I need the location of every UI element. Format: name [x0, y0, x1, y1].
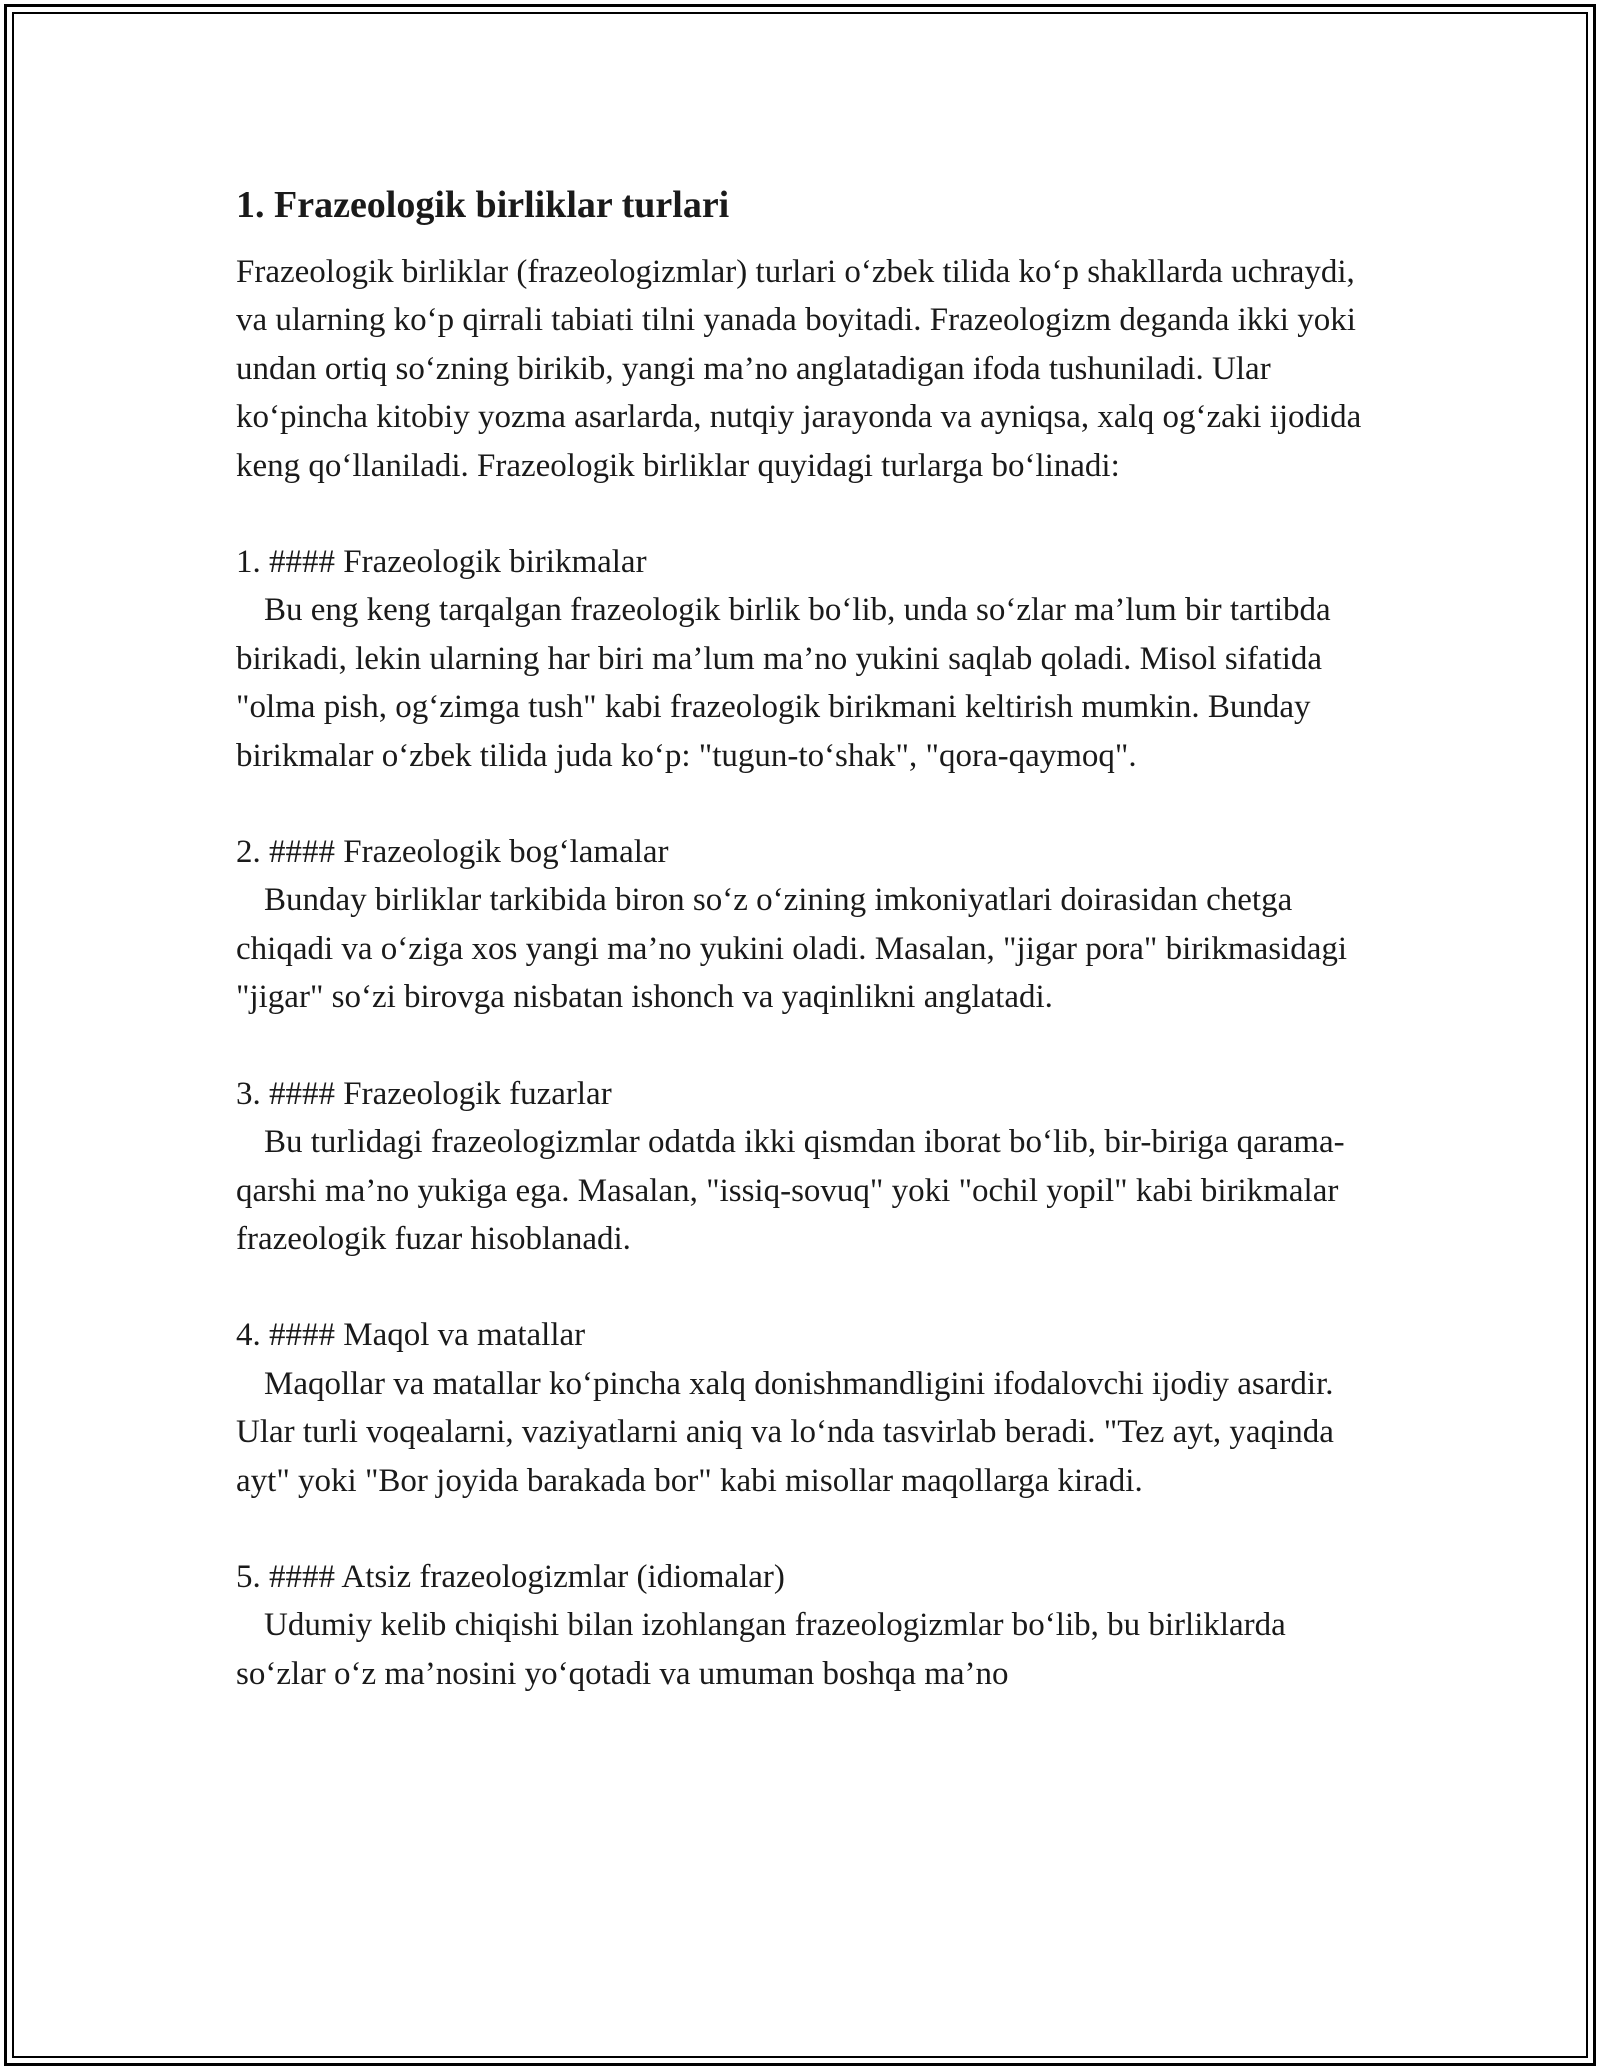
section-heading: 2. #### Frazeologik bog‘lamalar: [236, 834, 669, 871]
section-body: Udumiy kelib chiqishi bilan izohlangan frazeologizmlar bo‘lib, bu birliklarda so‘zlar o‘z ma’nosini yo‘qotadi va umuman boshqa ma’no: [236, 1607, 1286, 1692]
section-1: [236, 538, 1376, 780]
section-body: Maqollar va matallar ko‘pincha xalq donishmandligini ifodalovchi ijodiy asardir. Ular turli voqealarni, vaziyatlarni aniq va lo‘nda tasvirlab beradi. "Tez ayt, yaqinda ayt" yoki "Bor joyida barakada bor" kabi misollar maqollarga kiradi.: [236, 1365, 1334, 1499]
section-body: Bu eng keng tarqalgan frazeologik birlik bo‘lib, unda so‘zlar ma’lum bir tartibda birikadi, lekin ularning har biri ma’lum ma’no yukini saqlab qoladi. Misol sifatida "olma pish, og‘zimga tush" kabi frazeologik birikmani keltirish mumkin. Bunday birikmalar o‘zbek tilida juda ko‘p: "tugun-to‘shak", "qora-qaymoq".: [236, 592, 1331, 774]
section-2: [236, 828, 1376, 1022]
section-heading: 4. #### Maqol va matallar: [236, 1317, 586, 1354]
section-5: [236, 1553, 1376, 1698]
section-4: [236, 1311, 1376, 1505]
section-heading: 5. #### Atsiz frazeologizmlar (idiomalar): [236, 1558, 785, 1595]
section-heading: 1. #### Frazeologik birikmalar: [236, 544, 647, 581]
section-heading: 3. #### Frazeologik fuzarlar: [236, 1075, 612, 1112]
section-body: Bu turlidagi frazeologizmlar odatda ikki qismdan iborat bo‘lib, bir-biriga qarama-qarshi ma’no yukiga ega. Masalan, "issiq-sovuq" yoki "ochil yopil" kabi birikmalar frazeologik fuzar hisoblanadi.: [236, 1124, 1345, 1257]
section-3: [236, 1070, 1376, 1264]
document-content: [236, 182, 1376, 1698]
intro-paragraph: Frazeologik birliklar (frazeologizmlar) turlari o‘zbek tilida ko‘p shakllarda uchraydi, va ularning ko‘p qirrali tabiati tilni yanada boyitadi. Frazeologizm deganda ikki yoki undan ortiq so‘zning birikib, yangi ma’no anglatadigan ifoda tushuniladi. Ular ko‘pincha kitobiy yozma asarlarda, nutqiy jarayonda va ayniqsa, xalq og‘zaki ijodida keng qo‘llaniladi. Frazeologik birliklar quyidagi turlarga bo‘linadi:: [236, 254, 1362, 484]
section-body: Bunday birliklar tarkibida biron so‘z o‘zining imkoniyatlari doirasidan chetga chiqadi va o‘ziga xos yangi ma’no yukini oladi. Masalan, "jigar pora" birikmasidagi "jigar" so‘zi birovga nisbatan ishonch va yaqinlikni anglatadi.: [236, 882, 1348, 1016]
document-title: 1. Frazeologik birliklar turlari: [236, 184, 730, 226]
